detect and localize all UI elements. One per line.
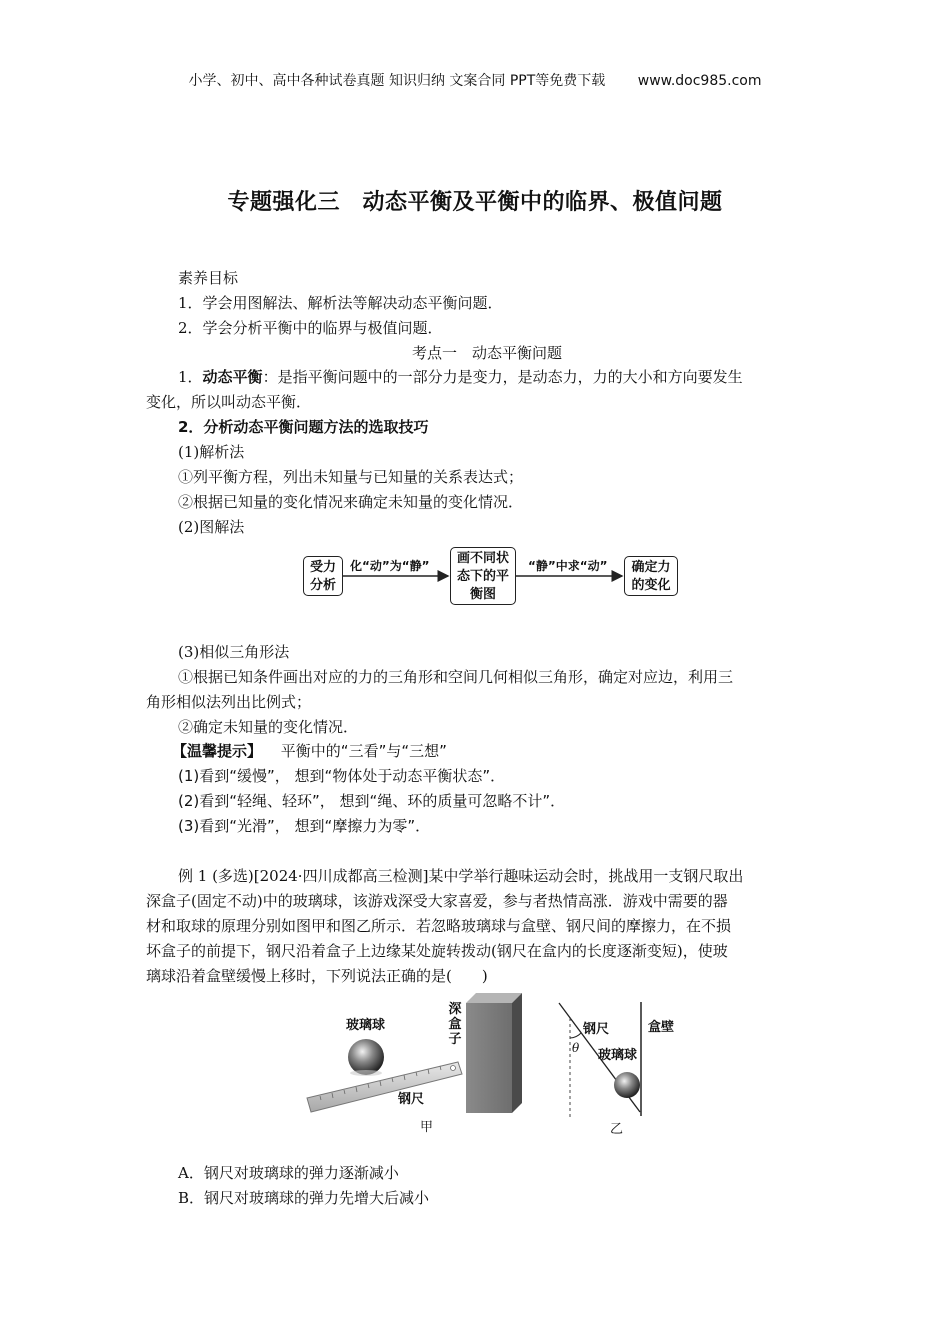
example-line-2: 深盒子(固定不动)中的玻璃球，该游戏深受大家喜爱，参与者热情高涨．游戏中需要的器 [146,892,728,910]
box-label-char1: 深 [448,1002,462,1017]
flow-box2-line3: 衡图 [469,587,496,602]
figure-caption-yi: 乙 [610,1122,624,1137]
definition-line-2: 变化，所以叫动态平衡． [146,393,312,411]
figure-ruler-label: 钢尺 [398,1092,425,1107]
box-label-char2: 盒 [448,1017,462,1032]
similar-item1-line1: ①根据已知条件画出对应的力的三角形和空间几何相似三角形，确定对应边，利用三 [178,668,734,686]
analytic-item-1: ①列平衡方程，列出未知量与已知量的关系表达式； [178,468,524,486]
analytic-heading: (1)解析法 [178,443,245,461]
analytic-item-2: ②根据已知量的变化情况来确定未知量的变化情况． [178,493,524,511]
figure-caption-jia: 甲 [420,1120,434,1135]
example-line-3: 材和取球的原理分别如图甲和图乙所示．若忽略玻璃球与盒壁、钢尺间的摩擦力，在不损 [146,917,732,935]
figure-theta-label: θ [572,1041,580,1055]
deep-box-image [466,993,522,1113]
tips-label: 【温馨提示】 [172,742,263,760]
header-left-text: 小学、初中、高中各种试卷真题 知识归纳 文案合同 PPT等免费下载 [188,73,606,89]
flow-arrow1-label: 化“动”为“静” [350,559,430,573]
graphic-heading: (2)图解法 [178,518,245,536]
example-line-4: 坏盒子的前提下，钢尺沿着盒子上边缘某处旋转拨动(钢尺在盒内的长度逐渐变短)，使玻 [146,942,728,960]
figure-ruler-label-2: 钢尺 [583,1022,610,1037]
box-label-char3: 子 [448,1032,462,1047]
definition-term: 动态平衡 [202,368,263,386]
figure-box-label [447,1002,463,1047]
goal-item-1: 1．学会用图解法、解析法等解决动态平衡问题． [178,294,503,312]
definition-rest: ：是指平衡问题中的一部分力是变力，是动态力，力的大小和方向要发生 [262,368,743,386]
option-a: A．钢尺对玻璃球的弹力逐渐减小 [178,1164,399,1182]
similar-heading: (3)相似三角形法 [178,643,290,661]
flow-box2-line1: 画不同状 [456,551,509,566]
tips-item-1: (1)看到“缓慢”， 想到“物体处于动态平衡状态”． [178,767,506,785]
method-heading: 2．分析动态平衡问题方法的选取技巧 [178,418,429,436]
flow-box3-line2: 的变化 [631,578,671,593]
flow-box1-line2: 分析 [309,578,336,593]
tips-item-2: (2)看到“轻绳、轻环”， 想到“绳、环的质量可忽略不计”． [178,792,566,810]
definition-num: 1． [178,368,203,386]
flow-box2-line2: 态下的平 [456,569,509,584]
section-heading-1: 考点一 动态平衡问题 [412,344,563,362]
example-line-1: 例 1 (多选)[2024·四川成都高三检测]某中学举行趣味运动会时，挑战用一支钢尺取出 [178,867,744,885]
goals-heading: 素养目标 [178,269,239,287]
page-title: 专题强化三 动态平衡及平衡中的临界、极值问题 [227,190,723,215]
glass-ball-diagram [614,1072,640,1098]
figure-wall-label: 盒壁 [648,1020,675,1035]
flow-box3-line1: 确定力 [631,560,671,575]
header-site-link[interactable]: www.doc985.com [637,73,762,89]
tips-item-3: (3)看到“光滑”， 想到“摩擦力为零”． [178,817,431,835]
flow-arrow2-label: “静”中求“动” [528,559,608,573]
option-b: B．钢尺对玻璃球的弹力先增大后减小 [178,1189,430,1207]
example-line-5: 璃球沿着盒壁缓慢上移时，下列说法正确的是( ) [146,967,488,985]
glass-ball-image [348,1039,384,1075]
goal-item-2: 2．学会分析平衡中的临界与极值问题． [178,319,443,337]
similar-item2: ②确定未知量的变化情况． [178,718,359,736]
figure-ball-label-2: 玻璃球 [598,1048,638,1063]
tips-heading: 平衡中的“三看”与“三想” [280,742,447,760]
steel-ruler-image [307,1062,462,1112]
flow-box1-line1: 受力 [309,560,336,575]
figure-ball-label: 玻璃球 [346,1018,386,1033]
similar-item1-line2: 角形相似法列出比例式； [146,693,312,711]
